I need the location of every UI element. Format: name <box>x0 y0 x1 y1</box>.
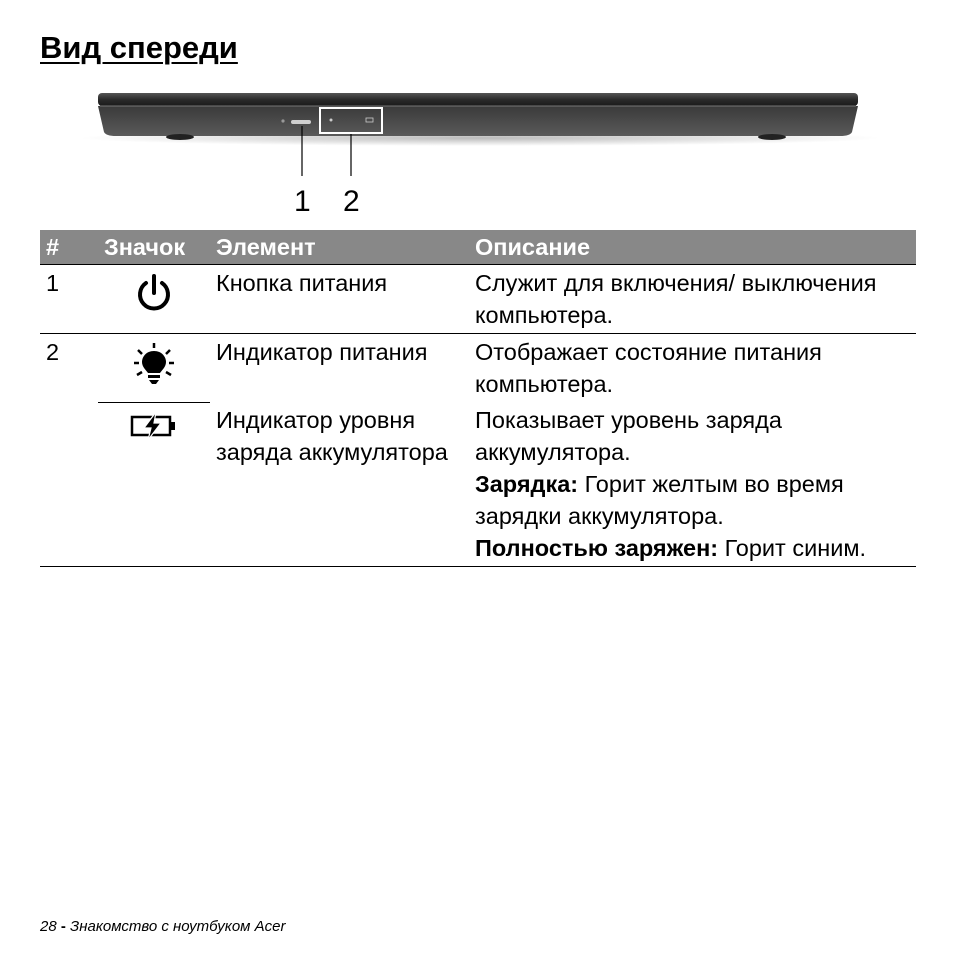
row-num: 1 <box>40 265 98 334</box>
full-charge-text: Горит синим. <box>718 535 867 561</box>
callout-number-2: 2 <box>343 185 360 218</box>
header-icon: Значок <box>98 230 210 265</box>
full-charge-status-line <box>475 532 910 564</box>
charging-label: Зарядка: <box>475 471 579 497</box>
header-description: Описание <box>469 230 916 265</box>
row-description: Показывает уровень заряда аккумулятора. <box>475 407 782 465</box>
power-icon <box>134 273 174 313</box>
laptop-front-view-illustration <box>80 88 880 223</box>
charging-text: Горит желтым во время зарядки аккумулятора. <box>475 471 844 529</box>
row-element: Индикатор питания <box>210 334 469 403</box>
row-element: Кнопка питания <box>210 265 469 334</box>
components-table <box>40 230 916 567</box>
callout-number-1: 1 <box>294 185 311 218</box>
table-row <box>40 334 916 403</box>
page-title: Вид спереди <box>40 30 238 65</box>
footer-text: Знакомство с ноутбуком Acer <box>70 918 286 935</box>
row-description-block <box>469 402 916 567</box>
row-num <box>40 402 98 567</box>
power-indicator-bulb-icon <box>132 342 176 386</box>
charging-status-line <box>475 468 910 532</box>
full-charge-label: Полностью заряжен: <box>475 535 719 561</box>
table-row <box>40 402 916 567</box>
row-description: Служит для включения/ выключения компьютера. <box>469 265 916 334</box>
page-footer <box>40 918 285 935</box>
table-header-row <box>40 230 916 265</box>
header-element: Элемент <box>210 230 469 265</box>
footer-separator: - <box>56 918 71 935</box>
page-number: 28 <box>40 918 57 935</box>
table-row <box>40 265 916 334</box>
row-element: Индикатор уровня заряда аккумулятора <box>210 402 469 567</box>
header-num: # <box>40 230 98 265</box>
battery-charging-icon <box>130 411 178 441</box>
row-num: 2 <box>40 334 98 403</box>
row-description: Отображает состояние питания компьютера. <box>469 334 916 403</box>
